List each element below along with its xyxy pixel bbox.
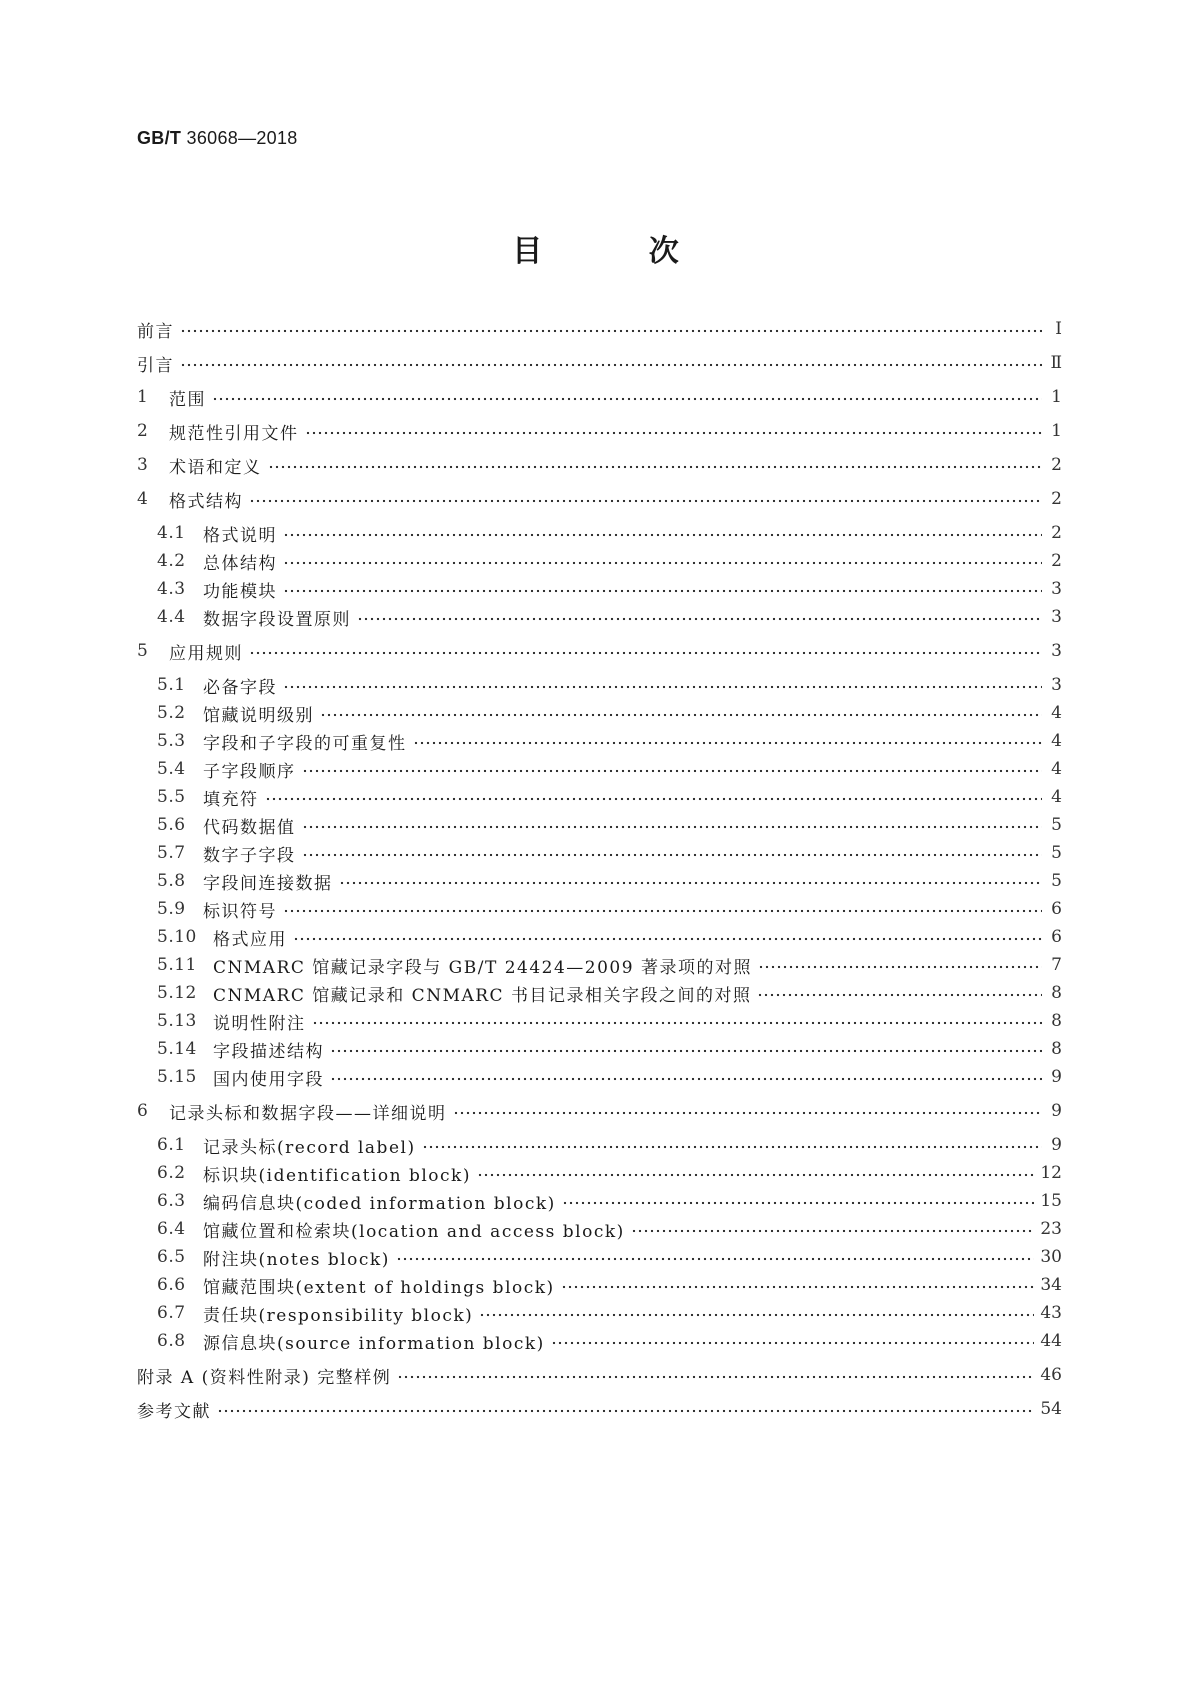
toc-entry-number: 5.11 xyxy=(157,955,197,975)
toc-entry[interactable] xyxy=(137,576,1062,602)
toc-entry-page: 4 xyxy=(1051,759,1062,779)
toc-leader xyxy=(758,965,1042,969)
toc-leader xyxy=(293,937,1042,941)
toc-entry-label: 附录 A (资料性附录) 完整样例 xyxy=(137,1367,392,1388)
page-title: 目 次 xyxy=(512,234,727,269)
toc-entry-page: 2 xyxy=(1051,489,1062,509)
toc-leader xyxy=(212,397,1042,401)
toc-entry-number: 5.7 xyxy=(157,843,186,863)
toc-entry-label: 前言 xyxy=(137,321,174,342)
toc-leader xyxy=(330,1077,1042,1081)
toc-entry-page: 34 xyxy=(1040,1275,1062,1295)
toc-entry-label: 馆藏位置和检索块(location and access block) xyxy=(203,1221,625,1242)
toc-entry-label: 引言 xyxy=(137,355,174,376)
toc-entry-page: 54 xyxy=(1040,1399,1062,1419)
toc-leader xyxy=(479,1313,1034,1317)
toc-entry-number: 3 xyxy=(137,455,149,475)
toc-entry[interactable] xyxy=(137,1244,1062,1270)
toc-entry-label: 填充符 xyxy=(203,789,259,810)
toc-entry[interactable] xyxy=(137,700,1062,726)
toc-entry-number: 5.12 xyxy=(157,983,197,1003)
toc-leader xyxy=(453,1111,1043,1115)
toc-entry-label: 子字段顺序 xyxy=(203,761,296,782)
toc-entry-page: 7 xyxy=(1051,955,1062,975)
toc-entry-page: 2 xyxy=(1051,455,1062,475)
toc-entry-number: 4.2 xyxy=(157,551,186,571)
toc-leader xyxy=(180,363,1042,367)
toc-entry-number: 6.8 xyxy=(157,1331,186,1351)
toc-entry-number: 6.5 xyxy=(157,1247,186,1267)
toc-leader xyxy=(249,499,1042,503)
toc-entry-page: 30 xyxy=(1040,1247,1062,1267)
toc-entry-label: 数据字段设置原则 xyxy=(203,609,351,630)
toc-entry[interactable] xyxy=(137,1362,1062,1388)
toc-leader xyxy=(283,561,1042,565)
toc-entry[interactable] xyxy=(137,896,1062,922)
toc-entry-label: 必备字段 xyxy=(203,677,277,698)
toc-leader xyxy=(397,1375,1034,1379)
toc-leader xyxy=(283,685,1042,689)
toc-entry-number: 5.1 xyxy=(157,675,186,695)
toc-entry-number: 6.7 xyxy=(157,1303,186,1323)
toc-entry-page: 5 xyxy=(1051,871,1062,891)
toc-entry-page: 3 xyxy=(1051,607,1062,627)
toc-leader xyxy=(631,1229,1035,1233)
toc-entry-label: 格式结构 xyxy=(169,491,243,512)
toc-entry-label: 字段间连接数据 xyxy=(203,873,333,894)
toc-entry-page: 15 xyxy=(1040,1191,1062,1211)
toc-entry-number: 5.14 xyxy=(157,1039,197,1059)
toc-leader xyxy=(268,465,1043,469)
toc-entry-label: 记录头标和数据字段——详细说明 xyxy=(169,1103,447,1124)
toc-entry[interactable] xyxy=(137,1300,1062,1326)
toc-entry-number: 4.4 xyxy=(157,607,186,627)
toc-leader xyxy=(320,713,1042,717)
toc-entry[interactable] xyxy=(137,638,1062,664)
toc-entry-number: 6.4 xyxy=(157,1219,186,1239)
toc-leader xyxy=(265,797,1043,801)
toc-entry-page: Ⅱ xyxy=(1050,353,1062,373)
toc-entry[interactable] xyxy=(137,840,1062,866)
toc-entry[interactable] xyxy=(137,1328,1062,1354)
toc-entry-page: 8 xyxy=(1051,983,1062,1003)
toc-entry-number: 5 xyxy=(137,641,149,661)
toc-leader xyxy=(422,1145,1042,1149)
toc-entry[interactable] xyxy=(137,1188,1062,1214)
toc-leader xyxy=(312,1021,1043,1025)
standard-prefix: GB/T xyxy=(137,128,182,148)
toc-entry-number: 5.13 xyxy=(157,1011,197,1031)
toc-entry-number: 5.3 xyxy=(157,731,186,751)
toc-entry-label: 标识块(identification block) xyxy=(203,1165,471,1186)
toc-entry[interactable] xyxy=(137,486,1062,512)
toc-entry-label: 馆藏范围块(extent of holdings block) xyxy=(203,1277,555,1298)
toc-entry-label: 责任块(responsibility block) xyxy=(203,1305,474,1326)
toc-entry-page: 3 xyxy=(1051,579,1062,599)
toc-entry[interactable] xyxy=(137,316,1062,342)
toc-entry-label: 格式说明 xyxy=(203,525,277,546)
toc-entry-page: 1 xyxy=(1051,387,1062,407)
toc-leader xyxy=(302,769,1043,773)
toc-entry-label: 源信息块(source information block) xyxy=(203,1333,545,1354)
toc-entry-page: 46 xyxy=(1040,1365,1062,1385)
toc-entry-number: 5.9 xyxy=(157,899,186,919)
toc-entry-label: 范围 xyxy=(169,389,206,410)
toc-entry-number: 5.8 xyxy=(157,871,186,891)
toc-entry-label: CNMARC 馆藏记录字段与 GB/T 24424—2009 著录项的对照 xyxy=(213,957,752,978)
toc-entry-page: 12 xyxy=(1040,1163,1062,1183)
toc-entry-label: 记录头标(record label) xyxy=(203,1137,416,1158)
toc-entry[interactable] xyxy=(137,604,1062,630)
toc-entry[interactable] xyxy=(137,384,1062,410)
toc-entry[interactable] xyxy=(137,1132,1062,1158)
toc-leader xyxy=(413,741,1043,745)
toc-entry-label: 字段描述结构 xyxy=(213,1041,324,1062)
toc-entry-page: 2 xyxy=(1051,551,1062,571)
toc-leader xyxy=(561,1285,1035,1289)
toc-entry-label: 总体结构 xyxy=(203,553,277,574)
toc-entry-page: 6 xyxy=(1051,899,1062,919)
toc-entry-label: 标识符号 xyxy=(203,901,277,922)
toc-leader xyxy=(217,1409,1034,1413)
toc-entry-number: 5.15 xyxy=(157,1067,197,1087)
toc-entry-number: 5.4 xyxy=(157,759,186,779)
toc-entry-label: 功能模块 xyxy=(203,581,277,602)
toc-entry-page: 1 xyxy=(1051,421,1062,441)
toc-entry-number: 6 xyxy=(137,1101,149,1121)
toc-entry-label: 格式应用 xyxy=(213,929,287,950)
toc-entry-page: 5 xyxy=(1051,815,1062,835)
toc-entry-page: 43 xyxy=(1040,1303,1062,1323)
toc-leader xyxy=(396,1257,1035,1261)
toc-entry[interactable] xyxy=(137,1216,1062,1242)
toc-entry-page: 4 xyxy=(1051,703,1062,723)
toc-entry[interactable] xyxy=(137,548,1062,574)
toc-entry[interactable] xyxy=(137,924,1062,950)
toc-leader xyxy=(302,825,1043,829)
toc-entry[interactable] xyxy=(137,812,1062,838)
toc-entry-number: 6.2 xyxy=(157,1163,186,1183)
toc-entry[interactable] xyxy=(137,1396,1062,1422)
toc-entry-page: 44 xyxy=(1040,1331,1062,1351)
toc-entry-label: 说明性附注 xyxy=(213,1013,306,1034)
toc-leader xyxy=(305,431,1043,435)
toc-entry-page: 8 xyxy=(1051,1011,1062,1031)
toc-leader xyxy=(283,909,1042,913)
toc-leader xyxy=(283,533,1042,537)
toc-entry-number: 5.2 xyxy=(157,703,186,723)
toc-entry-number: 4.3 xyxy=(157,579,186,599)
toc-entry-label: 规范性引用文件 xyxy=(169,423,299,444)
toc-entry[interactable] xyxy=(137,952,1062,978)
toc-entry[interactable] xyxy=(137,1160,1062,1186)
toc-entry[interactable] xyxy=(137,784,1062,810)
toc-entry-label: 附注块(notes block) xyxy=(203,1249,390,1270)
toc-entry[interactable] xyxy=(137,1008,1062,1034)
toc-entry-page: 9 xyxy=(1051,1067,1062,1087)
toc-entry[interactable] xyxy=(137,1064,1062,1090)
toc-entry-number: 6.3 xyxy=(157,1191,186,1211)
toc-entry-page: 3 xyxy=(1051,641,1062,661)
toc-entry[interactable] xyxy=(137,672,1062,698)
toc-entry-number: 2 xyxy=(137,421,149,441)
toc-entry[interactable] xyxy=(137,418,1062,444)
toc-entry-label: 数字子字段 xyxy=(203,845,296,866)
toc-entry-label: 代码数据值 xyxy=(203,817,296,838)
standard-code xyxy=(137,128,298,149)
toc-leader xyxy=(562,1201,1035,1205)
toc-entry-label: 参考文献 xyxy=(137,1401,211,1422)
toc-entry-label: 应用规则 xyxy=(169,643,243,664)
toc-entry[interactable] xyxy=(137,1036,1062,1062)
toc-entry-label: 字段和子字段的可重复性 xyxy=(203,733,407,754)
toc-entry-page: Ⅰ xyxy=(1055,319,1062,339)
toc-entry-number: 5.6 xyxy=(157,815,186,835)
toc-leader xyxy=(283,589,1042,593)
toc-entry-page: 8 xyxy=(1051,1039,1062,1059)
toc-entry-page: 9 xyxy=(1051,1135,1062,1155)
toc-entry[interactable] xyxy=(137,1098,1062,1124)
toc-entry[interactable] xyxy=(137,520,1062,546)
toc-leader xyxy=(357,617,1042,621)
toc-leader xyxy=(477,1173,1034,1177)
toc-leader xyxy=(249,651,1042,655)
toc-entry-page: 3 xyxy=(1051,675,1062,695)
toc-entry-number: 6.6 xyxy=(157,1275,186,1295)
toc-entry-number: 4 xyxy=(137,489,149,509)
toc-entry-page: 4 xyxy=(1051,787,1062,807)
toc-entry[interactable] xyxy=(137,756,1062,782)
toc-entry[interactable] xyxy=(137,350,1062,376)
toc-entry-page: 23 xyxy=(1040,1219,1062,1239)
toc-entry-label: CNMARC 馆藏记录和 CNMARC 书目记录相关字段之间的对照 xyxy=(213,985,752,1006)
toc-leader xyxy=(339,881,1043,885)
toc-entry-label: 国内使用字段 xyxy=(213,1069,324,1090)
toc-entry-number: 5.5 xyxy=(157,787,186,807)
toc-entry-number: 1 xyxy=(137,387,149,407)
toc-entry-page: 2 xyxy=(1051,523,1062,543)
toc-entry[interactable] xyxy=(137,1272,1062,1298)
toc-entry-label: 术语和定义 xyxy=(169,457,262,478)
toc-leader xyxy=(757,993,1042,997)
toc-entry-page: 4 xyxy=(1051,731,1062,751)
toc-entry-number: 5.10 xyxy=(157,927,197,947)
toc-leader xyxy=(330,1049,1042,1053)
toc-entry-number: 4.1 xyxy=(157,523,186,543)
toc-leader xyxy=(551,1341,1035,1345)
toc-entry-number: 6.1 xyxy=(157,1135,186,1155)
toc-leader xyxy=(302,853,1043,857)
toc-entry-page: 6 xyxy=(1051,927,1062,947)
toc-entry-label: 馆藏说明级别 xyxy=(203,705,314,726)
standard-number: 36068—2018 xyxy=(186,128,298,148)
toc-entry-label: 编码信息块(coded information block) xyxy=(203,1193,556,1214)
toc-entry-page: 5 xyxy=(1051,843,1062,863)
toc-entry[interactable] xyxy=(137,728,1062,754)
toc-leader xyxy=(180,329,1042,333)
toc-entry-page: 9 xyxy=(1051,1101,1062,1121)
toc-entry[interactable] xyxy=(137,868,1062,894)
toc-entry[interactable] xyxy=(137,980,1062,1006)
toc-entry[interactable] xyxy=(137,452,1062,478)
